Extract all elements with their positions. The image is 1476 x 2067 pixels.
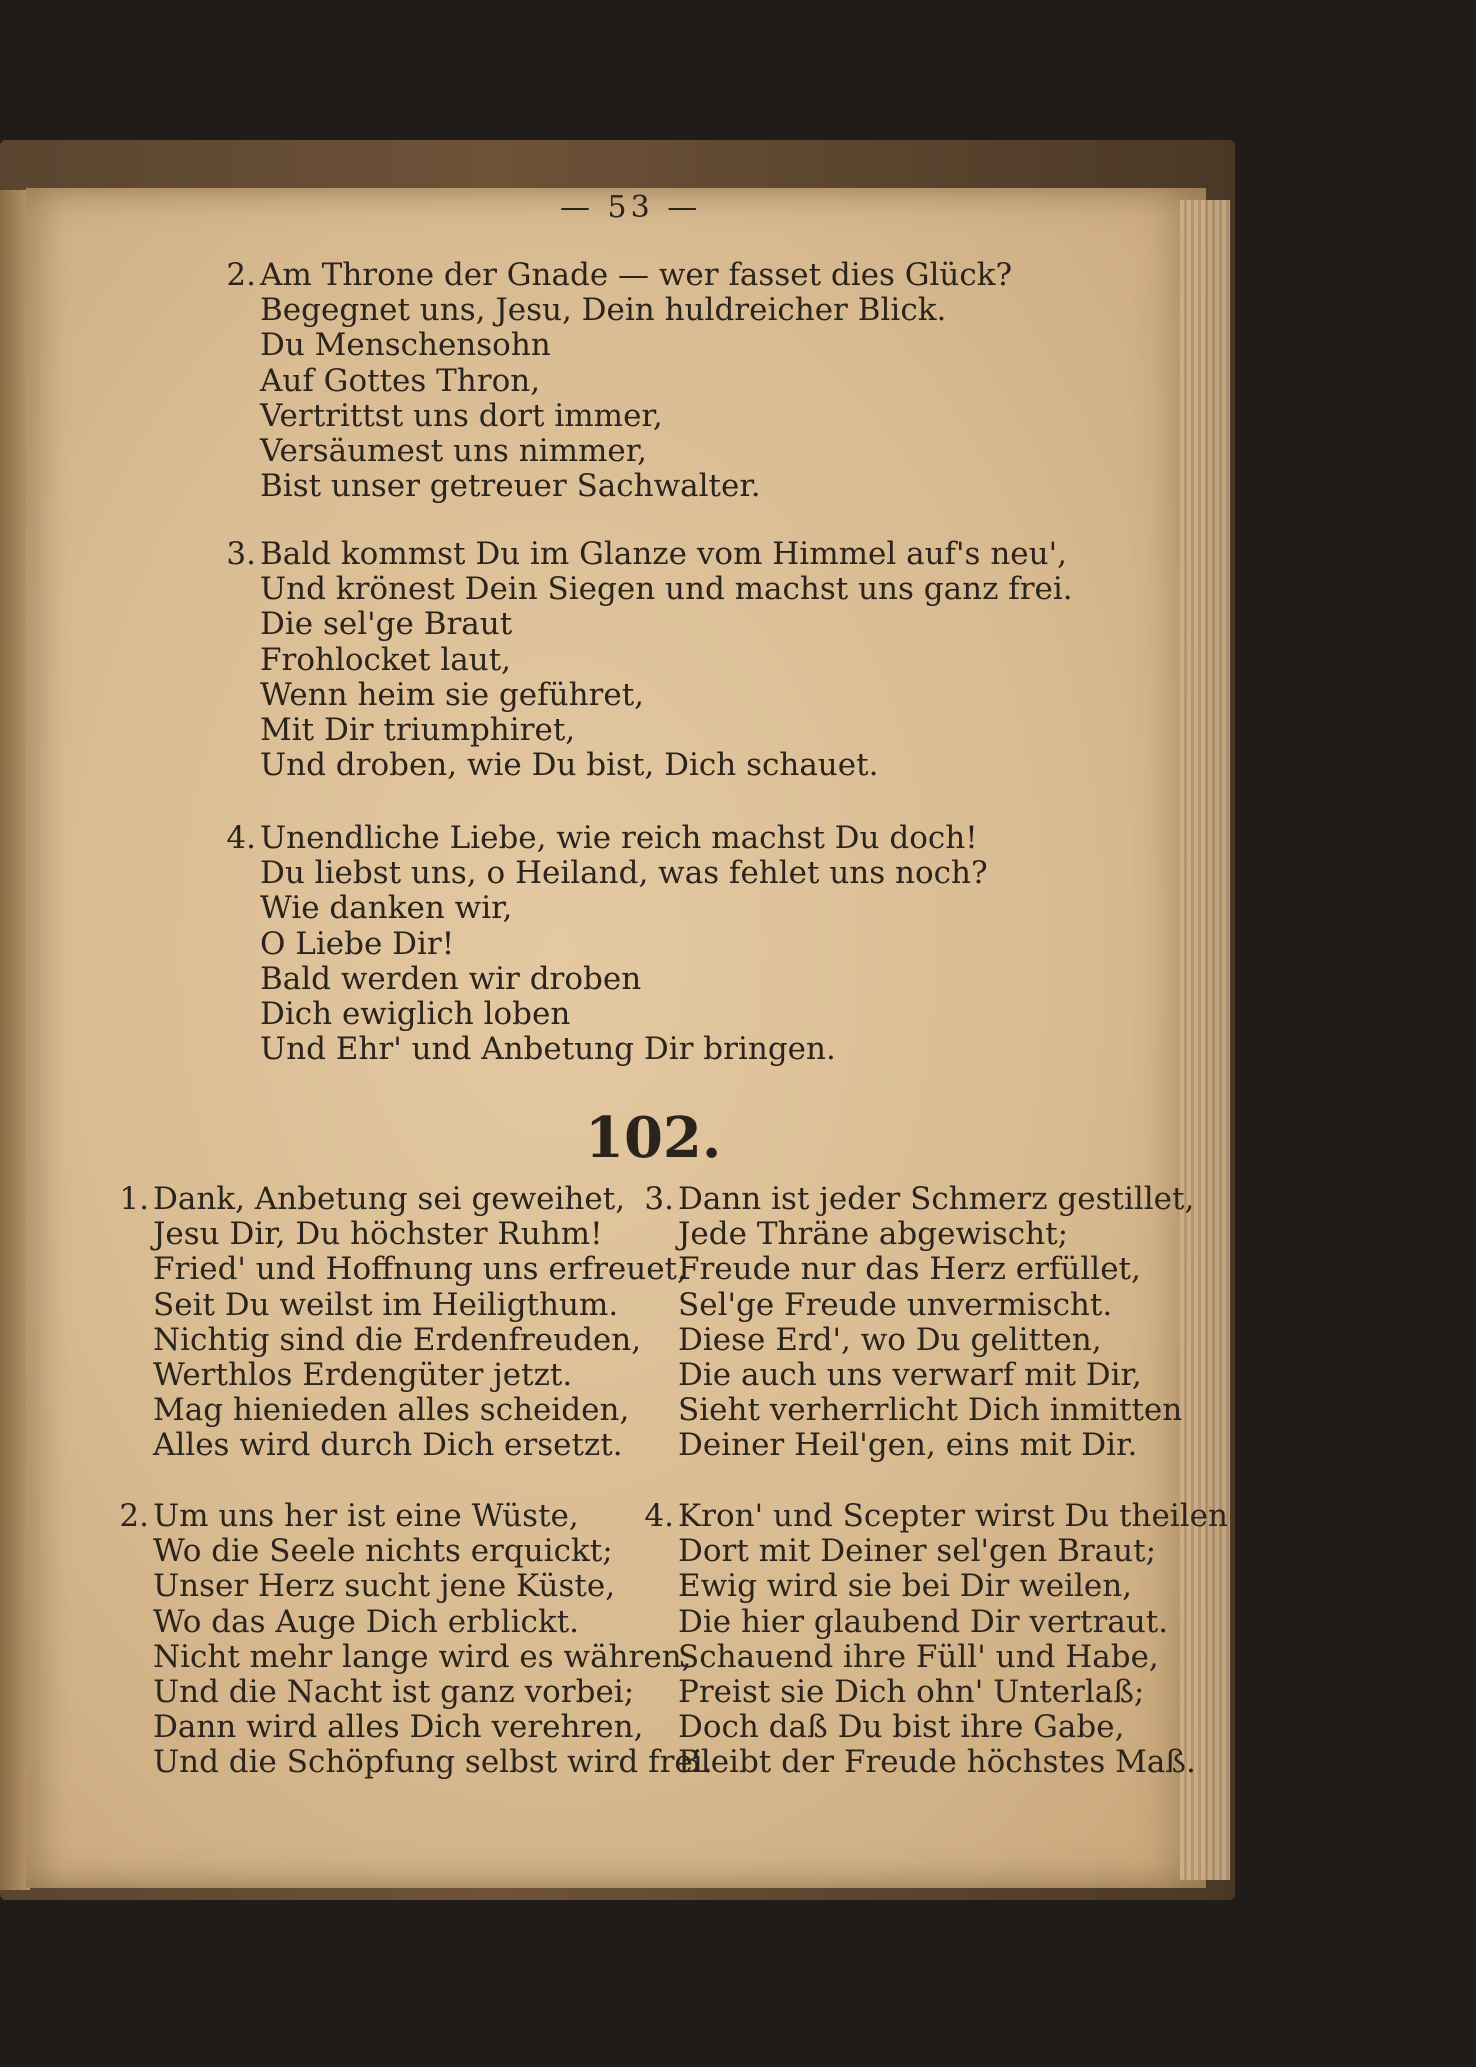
verse-line: Vertrittst uns dort immer, xyxy=(260,397,663,434)
hymn-number: 102. xyxy=(585,1105,722,1171)
verse-line: Und Ehr' und Anbetung Dir bringen. xyxy=(260,1031,836,1068)
verse-line: Du Menschensohn xyxy=(260,327,551,364)
page-number: — 53 — xyxy=(560,190,702,225)
verse-line: Versäumest uns nimmer, xyxy=(260,433,648,470)
hymn-101-stanza-3 xyxy=(222,537,1073,783)
verse-line: Am Throne der Gnade — wer fasset dies Glück? xyxy=(260,257,1013,293)
hymn-102-stanza-3 xyxy=(640,1182,1194,1464)
verse-line: Wenn heim sie geführet, xyxy=(260,676,645,713)
verse-line: Fried' und Hoffnung uns erfreuet, xyxy=(153,1251,687,1288)
verse-line: Sel'ge Freude unvermischt. xyxy=(678,1286,1113,1323)
stanza-number: 3. xyxy=(226,536,256,572)
verse-line: Dort mit Deiner sel'gen Braut; xyxy=(678,1533,1157,1570)
verse-line: Ewig wird sie bei Dir weilen, xyxy=(678,1568,1133,1605)
stanza-number: 1. xyxy=(119,1181,149,1217)
stanza-number: 4. xyxy=(226,820,256,856)
verse-line: Bist unser getreuer Sachwalter. xyxy=(260,468,761,505)
stanza-number: 2. xyxy=(119,1498,149,1534)
verse-line: Wie danken wir, xyxy=(260,890,513,927)
verse-line: Dann ist jeder Schmerz gestillet, xyxy=(678,1181,1195,1217)
verse-line: Schauend ihre Füll' und Habe, xyxy=(678,1638,1159,1675)
verse-line: Bald werden wir droben xyxy=(260,960,642,997)
verse-line: Die auch uns verwarf mit Dir, xyxy=(678,1357,1142,1394)
verse-line: Die sel'ge Braut xyxy=(260,606,513,643)
verse-line: Mag hienieden alles scheiden, xyxy=(153,1392,630,1429)
hymn-102-stanza-2 xyxy=(115,1499,713,1781)
verse-line: Und droben, wie Du bist, Dich schauet. xyxy=(260,747,879,784)
verse-line: Wo das Auge Dich erblickt. xyxy=(153,1603,580,1640)
verse-line: Du liebst uns, o Heiland, was fehlet uns noch? xyxy=(260,855,988,892)
verse-line: Begegnet uns, Jesu, Dein huldreicher Blick. xyxy=(260,292,947,329)
verse-line: Die hier glaubend Dir vertraut. xyxy=(678,1603,1169,1640)
stanza-number: 4. xyxy=(644,1498,674,1534)
verse-line: Jede Thräne abgewischt; xyxy=(678,1216,1069,1253)
verse-line: Um uns her ist eine Wüste, xyxy=(153,1498,579,1534)
verse-line: Bald kommst Du im Glanze vom Himmel auf's neu', xyxy=(260,536,1067,572)
hymn-102-stanza-1 xyxy=(115,1182,687,1464)
hymn-102-stanza-4 xyxy=(640,1499,1228,1781)
hymn-101-stanza-4 xyxy=(222,821,988,1067)
verse-line: Preist sie Dich ohn' Unterlaß; xyxy=(678,1674,1145,1711)
verse-line: Deiner Heil'gen, eins mit Dir. xyxy=(678,1427,1138,1464)
verse-line: Sieht verherrlicht Dich inmitten xyxy=(678,1392,1183,1429)
verse-line: Dann wird alles Dich verehren, xyxy=(153,1709,644,1746)
verse-line: Werthlos Erdengüter jetzt. xyxy=(153,1357,573,1394)
verse-line: Doch daß Du bist ihre Gabe, xyxy=(678,1709,1125,1746)
verse-line: Nichtig sind die Erdenfreuden, xyxy=(153,1321,642,1358)
verse-line: Kron' und Scepter wirst Du theilen xyxy=(678,1498,1228,1534)
verse-line: Seit Du weilst im Heiligthum. xyxy=(153,1286,619,1323)
verse-line: Und die Schöpfung selbst wird frei. xyxy=(153,1744,713,1781)
verse-line: Und krönest Dein Siegen und machst uns ganz frei. xyxy=(260,571,1073,608)
verse-line: Diese Erd', wo Du gelitten, xyxy=(678,1321,1102,1358)
verse-line: Freude nur das Herz erfüllet, xyxy=(678,1251,1141,1288)
verse-line: Auf Gottes Thron, xyxy=(260,362,541,399)
stanza-number: 2. xyxy=(226,257,256,293)
verse-line: Dich ewiglich loben xyxy=(260,996,571,1033)
verse-line: Mit Dir triumphiret, xyxy=(260,712,576,749)
hymn-101-stanza-2 xyxy=(222,258,1012,504)
verse-line: Dank, Anbetung sei geweihet, xyxy=(153,1181,626,1217)
verse-line: Alles wird durch Dich ersetzt. xyxy=(153,1427,623,1464)
verse-line: Frohlocket laut, xyxy=(260,641,512,678)
verse-line: Bleibt der Freude höchstes Maß. xyxy=(678,1744,1196,1781)
verse-line: Unser Herz sucht jene Küste, xyxy=(153,1568,616,1605)
verse-line: Wo die Seele nichts erquickt; xyxy=(153,1533,613,1570)
stanza-number: 3. xyxy=(644,1181,674,1217)
verse-line: Jesu Dir, Du höchster Ruhm! xyxy=(153,1216,603,1253)
verse-line: Nicht mehr lange wird es währen, xyxy=(153,1638,692,1675)
verse-line: O Liebe Dir! xyxy=(260,925,455,962)
verse-line: Unendliche Liebe, wie reich machst Du doch! xyxy=(260,820,978,856)
verse-line: Und die Nacht ist ganz vorbei; xyxy=(153,1674,635,1711)
